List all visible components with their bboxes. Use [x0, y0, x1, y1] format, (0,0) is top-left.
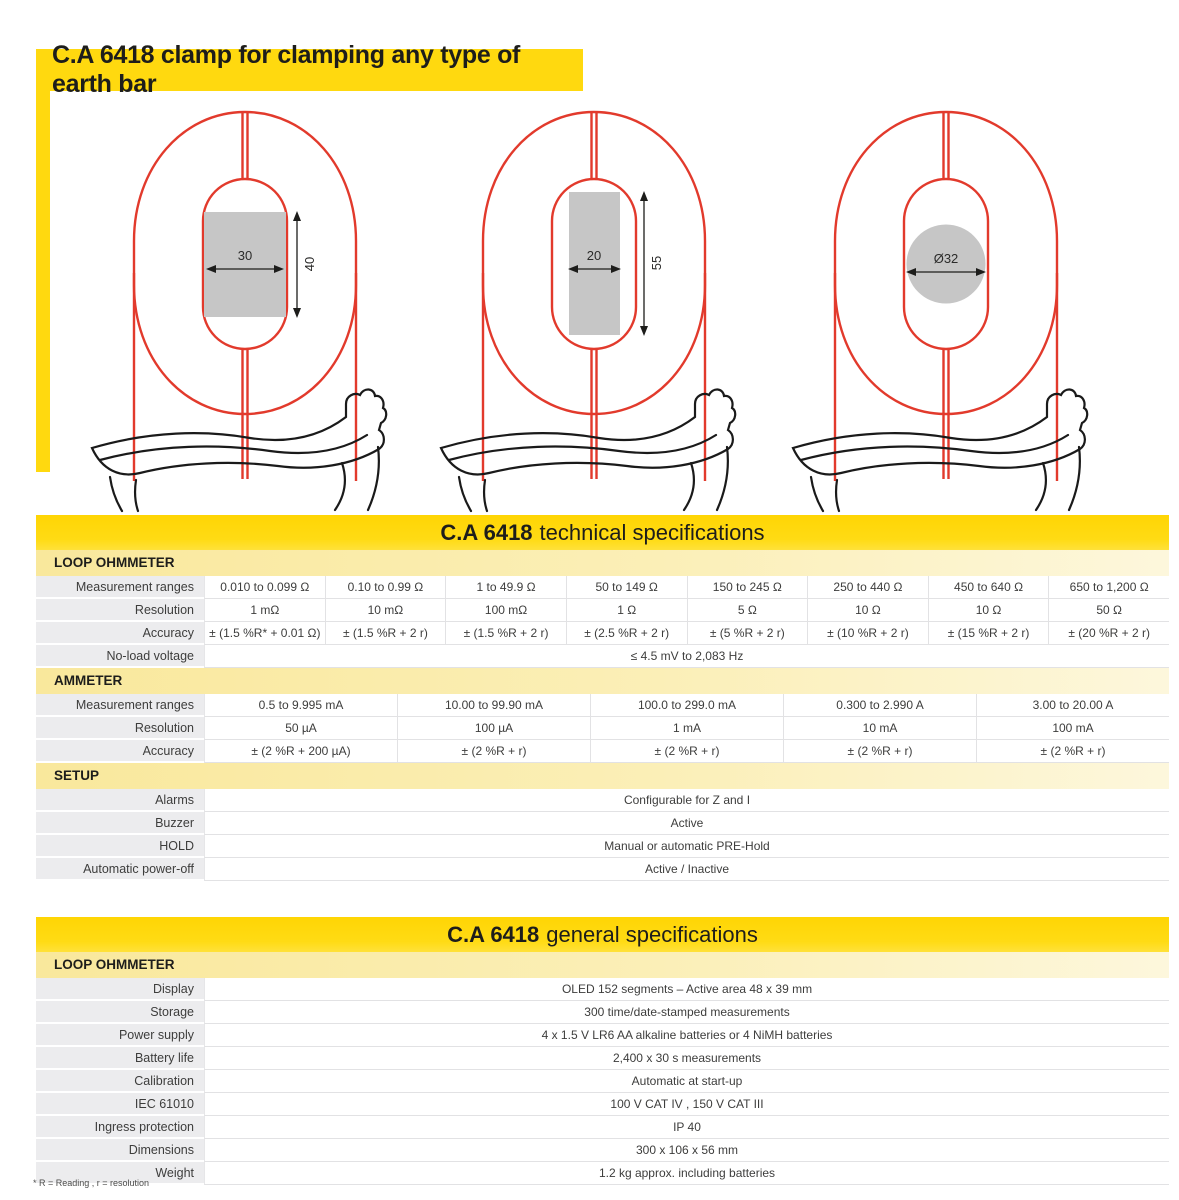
- table-row: [36, 858, 1169, 881]
- footnote: * R = Reading , r = resolution: [33, 1178, 150, 1188]
- value-cell: 250 to 440 Ω: [807, 576, 928, 598]
- row-label: Display: [36, 978, 204, 1001]
- value-cell: ± (2 %R + r): [783, 740, 976, 762]
- value-cell: IP 40: [673, 1120, 701, 1134]
- table-row: [36, 978, 1169, 1001]
- value-cell: 300 time/date-stamped measurements: [584, 1005, 790, 1019]
- row-values: [204, 622, 1169, 645]
- value-cell: ± (2 %R + 200 µA): [251, 744, 351, 758]
- row-values: [204, 789, 1169, 812]
- value-cell: 4 x 1.5 V LR6 AA alkaline batteries or 4 NiMH batteries: [541, 1028, 833, 1042]
- table-row: [36, 1070, 1169, 1093]
- row-label: Alarms: [36, 789, 204, 812]
- row-values: [204, 599, 1169, 622]
- tech-table-title-model: C.A 6418: [440, 519, 533, 545]
- page-title: [36, 41, 583, 98]
- row-label: Resolution: [36, 717, 204, 740]
- row-label: Battery life: [36, 1047, 204, 1070]
- table-row: [36, 740, 1169, 763]
- row-values: [204, 1070, 1169, 1093]
- value-cell: ± (5 %R + 2 r): [687, 622, 808, 644]
- table-row: [36, 694, 1169, 717]
- row-values: [204, 858, 1169, 881]
- value-cell: 100 mΩ: [445, 599, 566, 621]
- table-row: [36, 1024, 1169, 1047]
- table-row: [36, 1116, 1169, 1139]
- table-row: [36, 1093, 1169, 1116]
- table-row: [36, 1139, 1169, 1162]
- value-cell: 650 to 1,200 Ω: [1048, 576, 1169, 598]
- table-row: [36, 1001, 1169, 1024]
- value-cell: 0.10 to 0.99 Ω: [325, 576, 446, 598]
- row-values: [204, 576, 1169, 599]
- value-cell: 0.010 to 0.099 Ω: [220, 580, 310, 594]
- row-values: [204, 812, 1169, 835]
- row-values: [204, 645, 1169, 668]
- row-label: Ingress protection: [36, 1116, 204, 1139]
- value-cell: ± (1.5 %R* + 0.01 Ω): [209, 626, 321, 640]
- row-label: Power supply: [36, 1024, 204, 1047]
- table-row: [36, 835, 1169, 858]
- value-cell: 1 mΩ: [250, 603, 280, 617]
- table-row: [36, 789, 1169, 812]
- table-row: [36, 812, 1169, 835]
- table-row: [36, 1047, 1169, 1070]
- row-values: [204, 1047, 1169, 1070]
- clamp-body-sketch: [92, 389, 386, 511]
- value-cell: 100.0 to 299.0 mA: [590, 694, 783, 716]
- value-cell: ± (20 %R + 2 r): [1048, 622, 1169, 644]
- table-row: [36, 622, 1169, 645]
- tech-table-title-banner: [36, 515, 1169, 550]
- tech-table-body: [36, 550, 1169, 881]
- width-dimension-label: 30: [237, 248, 253, 263]
- row-values: [204, 1116, 1169, 1139]
- value-cell: 2,400 x 30 s measurements: [612, 1051, 762, 1065]
- row-values: [204, 1024, 1169, 1047]
- row-values: [204, 978, 1169, 1001]
- table-row: [36, 576, 1169, 599]
- value-cell: ± (2.5 %R + 2 r): [566, 622, 687, 644]
- value-cell: ± (10 %R + 2 r): [807, 622, 928, 644]
- width-dimension-label: 20: [586, 248, 602, 263]
- row-label: HOLD: [36, 835, 204, 858]
- general-specifications-table: [36, 917, 1169, 1185]
- gen-table-body: [36, 952, 1169, 1185]
- value-cell: ± (15 %R + 2 r): [928, 622, 1049, 644]
- value-cell: ± (2 %R + r): [397, 740, 590, 762]
- value-cell: 100 mA: [976, 717, 1169, 739]
- value-cell: 10.00 to 99.90 mA: [397, 694, 590, 716]
- section-header: SETUP: [36, 763, 1169, 789]
- value-cell: 150 to 245 Ω: [687, 576, 808, 598]
- value-cell: 50 to 149 Ω: [566, 576, 687, 598]
- value-cell: Active / Inactive: [644, 862, 730, 876]
- row-values: [204, 1139, 1169, 1162]
- row-values: [204, 1093, 1169, 1116]
- bar-cross-section-rect: [204, 212, 286, 317]
- row-label: Dimensions: [36, 1139, 204, 1162]
- row-label: Accuracy: [36, 740, 204, 763]
- row-values: [204, 694, 1169, 717]
- table-row: [36, 717, 1169, 740]
- clamp-diagram-rect-bar-20x55: [429, 103, 759, 515]
- value-cell: 50 µA: [285, 721, 317, 735]
- value-cell: 0.300 to 2.990 A: [783, 694, 976, 716]
- value-cell: 10 mΩ: [325, 599, 446, 621]
- row-label: Storage: [36, 1001, 204, 1024]
- height-dimension-label: 40: [302, 256, 317, 272]
- value-cell: ≤ 4.5 mV to 2,083 Hz: [630, 649, 744, 663]
- value-cell: 100 V CAT IV , 150 V CAT III: [610, 1097, 764, 1111]
- bar-cross-section-rect: [569, 192, 620, 335]
- clamp-diagram-rect-bar-30x40: [80, 103, 410, 515]
- value-cell: 1 to 49.9 Ω: [445, 576, 566, 598]
- value-cell: ± (2 %R + r): [976, 740, 1169, 762]
- value-cell: Configurable for Z and I: [623, 793, 751, 807]
- value-cell: Active: [670, 816, 704, 830]
- row-values: [204, 1162, 1169, 1185]
- value-cell: Automatic at start-up: [631, 1074, 743, 1088]
- clamp-body-sketch: [793, 389, 1087, 511]
- value-cell: Manual or automatic PRE-Hold: [604, 839, 770, 853]
- section-header: AMMETER: [36, 668, 1169, 694]
- value-cell: 1.2 kg approx. including batteries: [598, 1166, 776, 1180]
- value-cell: ± (1.5 %R + 2 r): [445, 622, 566, 644]
- row-label: Automatic power-off: [36, 858, 204, 881]
- section-header: LOOP OHMMETER: [36, 550, 1169, 576]
- row-label: Buzzer: [36, 812, 204, 835]
- row-label: Calibration: [36, 1070, 204, 1093]
- value-cell: 5 Ω: [687, 599, 808, 621]
- value-cell: 1 mA: [590, 717, 783, 739]
- row-values: [204, 717, 1169, 740]
- value-cell: 10 mA: [783, 717, 976, 739]
- value-cell: 450 to 640 Ω: [928, 576, 1049, 598]
- row-label: Measurement ranges: [36, 576, 204, 599]
- gen-table-title-text: general specifications: [546, 921, 758, 947]
- page-title-text: C.A 6418 clamp for clamping any type of earth bar: [52, 41, 521, 98]
- diameter-dimension-label: Ø32: [933, 251, 959, 266]
- yellow-left-accent-bar: [36, 49, 50, 472]
- gen-table-title-model: C.A 6418: [447, 921, 540, 947]
- tech-table-title-text: technical specifications: [539, 519, 765, 545]
- value-cell: 100 µA: [397, 717, 590, 739]
- height-dimension-label: 55: [649, 255, 664, 271]
- row-values: [204, 1001, 1169, 1024]
- section-header: LOOP OHMMETER: [36, 952, 1169, 978]
- table-row: [36, 1162, 1169, 1185]
- row-label: IEC 61010: [36, 1093, 204, 1116]
- value-cell: ± (1.5 %R + 2 r): [325, 622, 446, 644]
- row-values: [204, 740, 1169, 763]
- value-cell: ± (2 %R + r): [590, 740, 783, 762]
- value-cell: 0.5 to 9.995 mA: [258, 698, 344, 712]
- value-cell: 1 Ω: [566, 599, 687, 621]
- value-cell: OLED 152 segments – Active area 48 x 39 mm: [561, 982, 813, 996]
- table-row: [36, 599, 1169, 622]
- value-cell: 50 Ω: [1048, 599, 1169, 621]
- gen-table-title-banner: [36, 917, 1169, 952]
- row-values: [204, 835, 1169, 858]
- value-cell: 3.00 to 20.00 A: [976, 694, 1169, 716]
- table-row: [36, 645, 1169, 668]
- technical-specifications-table: [36, 515, 1169, 881]
- value-cell: 10 Ω: [928, 599, 1049, 621]
- row-label: Accuracy: [36, 622, 204, 645]
- clamp-diagram-round-bar-32: [781, 103, 1111, 515]
- value-cell: 10 Ω: [807, 599, 928, 621]
- row-label: Weight: [36, 1162, 204, 1185]
- value-cell: 300 x 106 x 56 mm: [635, 1143, 739, 1157]
- row-label: No-load voltage: [36, 645, 204, 668]
- row-label: Measurement ranges: [36, 694, 204, 717]
- row-label: Resolution: [36, 599, 204, 622]
- clamp-body-sketch: [441, 389, 735, 511]
